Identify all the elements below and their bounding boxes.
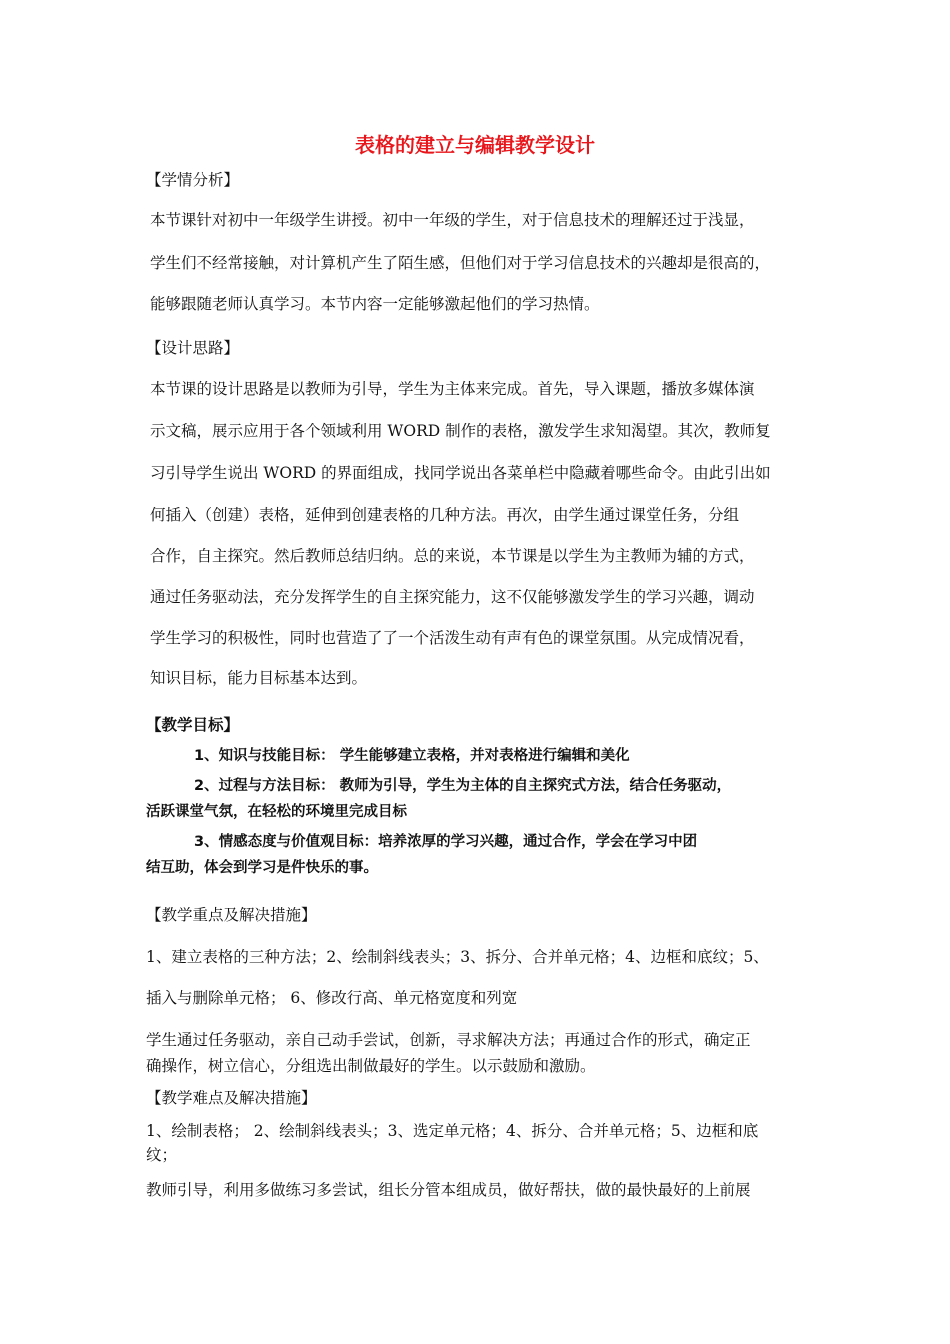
paragraph-line: 知识目标，能力目标基本达到。 bbox=[150, 669, 368, 687]
objective-line: 2、过程与方法目标： 教师为引导，学生为主体的自主探究式方法，结合任务驱动， bbox=[194, 778, 732, 794]
paragraph-line: 本节课针对初中一年级学生讲授。初中一年级的学生，对于信息技术的理解还过于浅显， bbox=[150, 211, 755, 229]
paragraph-line: 确操作，树立信心，分组选出制做最好的学生。以示鼓励和激励。 bbox=[146, 1057, 596, 1075]
paragraph-line: 能够跟随老师认真学习。本节内容一定能够激起他们的学习热情。 bbox=[150, 295, 600, 313]
paragraph-line: 学生们不经常接触，对计算机产生了陌生感，但他们对于学习信息技术的兴趣却是很高的， bbox=[150, 254, 771, 272]
paragraph-line: 习引导学生说出 WORD 的界面组成，找同学说出各菜单栏中隐藏着哪些命令。由此引出如 bbox=[150, 464, 771, 482]
paragraph-line: 1、建立表格的三种方法；2、绘制斜线表头；3、拆分、合并单元格；4、边框和底纹；5、 bbox=[146, 948, 769, 966]
section-heading-difficult-points: 【教学难点及解决措施】 bbox=[146, 1089, 317, 1107]
section-heading-key-points: 【教学重点及解决措施】 bbox=[146, 906, 317, 924]
objective-line: 结互助，体会到学习是件快乐的事。 bbox=[146, 860, 378, 876]
paragraph-line: 学生学习的积极性，同时也营造了了一个活泼生动有声有色的课堂氛围。从完成情况看， bbox=[150, 629, 755, 647]
section-heading-design-idea: 【设计思路】 bbox=[146, 339, 240, 357]
objective-line: 活跃课堂气氛，在轻松的环境里完成目标 bbox=[146, 804, 407, 820]
section-heading-learner-analysis: 【学情分析】 bbox=[146, 171, 240, 189]
paragraph-line: 教师引导，利用多做练习多尝试，组长分管本组成员，做好帮扶，做的最快最好的上前展 bbox=[146, 1181, 751, 1199]
paragraph-line: 纹； bbox=[146, 1146, 178, 1164]
paragraph-line: 学生通过任务驱动，亲自己动手尝试，创新，寻求解决方法；再通过合作的形式，确定正 bbox=[146, 1031, 751, 1049]
objective-line: 1、知识与技能目标： 学生能够建立表格，并对表格进行编辑和美化 bbox=[194, 748, 630, 764]
paragraph-line: 示文稿，展示应用于各个领域利用 WORD 制作的表格，激发学生求知渴望。其次，教师复 bbox=[150, 422, 771, 440]
objective-line: 3、情感态度与价值观目标：培养浓厚的学习兴趣，通过合作，学会在学习中团 bbox=[194, 834, 698, 850]
paragraph-line: 合作，自主探究。然后教师总结归纳。总的来说，本节课是以学生为主教师为辅的方式， bbox=[150, 547, 755, 565]
paragraph-line: 1、绘制表格； 2、绘制斜线表头；3、选定单元格；4、拆分、合并单元格；5、边框和底 bbox=[146, 1122, 759, 1140]
section-heading-teaching-objectives: 【教学目标】 bbox=[146, 716, 240, 734]
paragraph-line: 插入与删除单元格； 6、修改行高、单元格宽度和列宽 bbox=[146, 989, 518, 1007]
paragraph-line: 何插入（创建）表格，延伸到创建表格的几种方法。再次，由学生通过课堂任务，分组 bbox=[150, 506, 740, 524]
paragraph-line: 通过任务驱动法，充分发挥学生的自主探究能力，这不仅能够激发学生的学习兴趣，调动 bbox=[150, 588, 755, 606]
page-title: 表格的建立与编辑教学设计 bbox=[355, 133, 595, 157]
paragraph-line: 本节课的设计思路是以教师为引导，学生为主体来完成。首先，导入课题，播放多媒体演 bbox=[150, 380, 755, 398]
